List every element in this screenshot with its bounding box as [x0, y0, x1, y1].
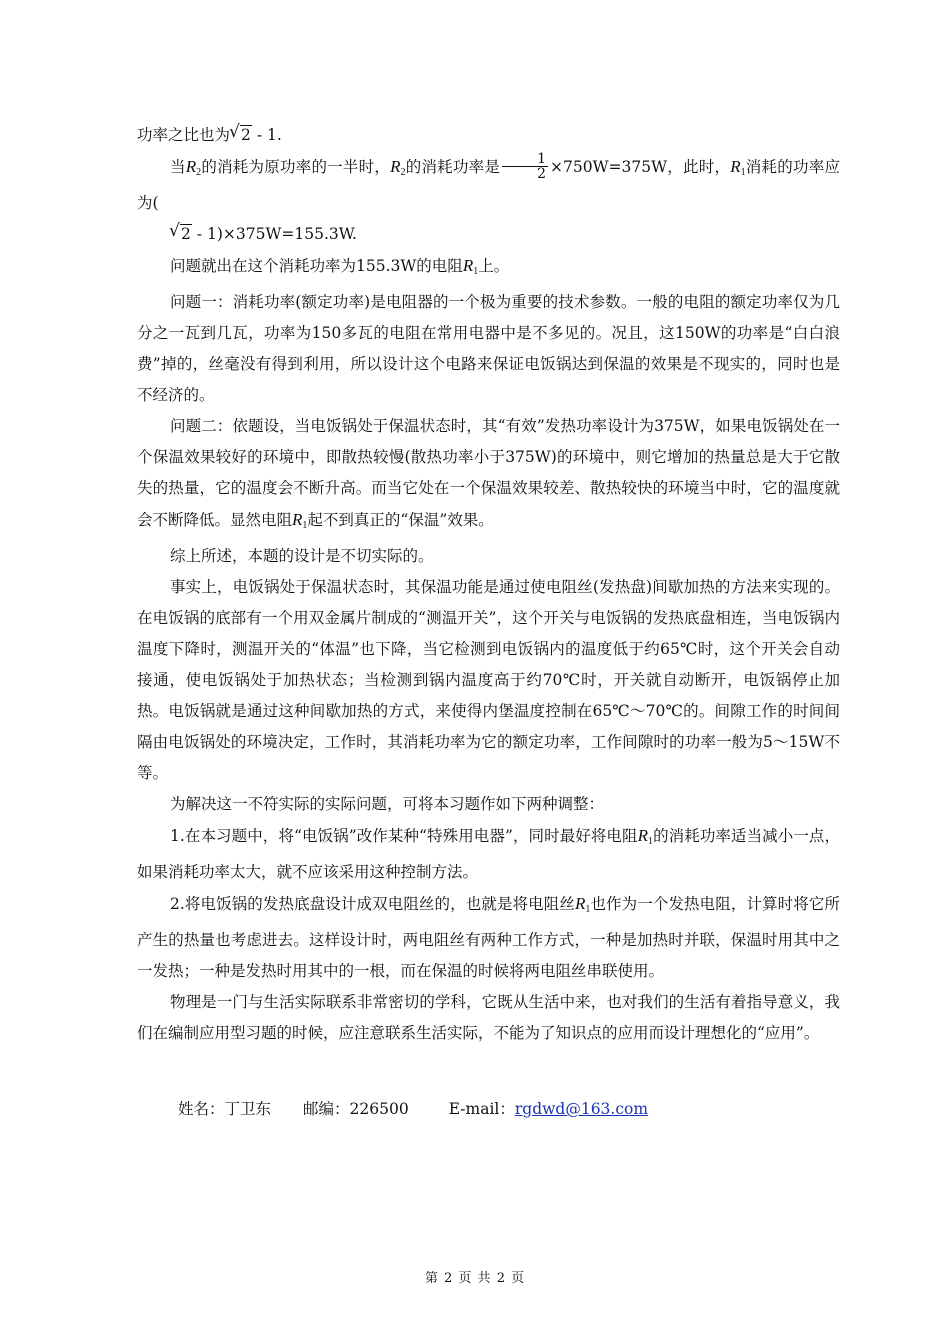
variable-subscript: 1	[473, 266, 479, 277]
text-span: ×750W=375W，此时，	[550, 158, 731, 176]
page-footer	[0, 1267, 950, 1286]
paragraph-solution-one	[137, 820, 840, 888]
variable-subscript: 2	[196, 167, 202, 178]
fraction	[502, 152, 548, 181]
variable-letter: R	[462, 256, 474, 275]
variable-letter: R	[730, 157, 741, 176]
text-span: 问题二：依题设，当电饭锅处于保温状态时，其“有效”发热功率设计为375W，如果电饭锅处在一个保温效果较好的环境中，即散热较慢(散热功率小于375W)的环境中，则它增加的热量总是大于它散失的热量，它的温度会不断升高。而当它处在一个保温效果较差、散热较快的环境当中时，它的温度就会不断降低。显然电阻	[137, 417, 840, 529]
variable-letter: R	[637, 826, 648, 845]
text-span: 功率之比也为	[137, 126, 231, 144]
sqrt-radicand: 2	[241, 126, 251, 144]
text-span: - 1.	[251, 126, 282, 144]
paragraph-ratio	[137, 120, 840, 151]
variable-r1	[463, 256, 478, 275]
variable-r1	[730, 157, 745, 176]
email-label: E-mail：	[448, 1100, 515, 1118]
email-link[interactable]: rgdwd@163.com	[514, 1100, 649, 1118]
variable-letter: R	[292, 510, 303, 529]
variable-r2	[186, 157, 201, 176]
paragraph-solution-intro: 为解决这一不符实际的实际问题，可将本习题作如下两种调整：	[170, 795, 605, 813]
document-body	[137, 120, 840, 1049]
paragraph-problem-location	[137, 250, 840, 287]
variable-subscript: 1	[648, 836, 653, 847]
text-span: 也作为一个发热电阻，计算时将它所产生的热量也考虑进去。这样设计时，两电阻丝有两种工作方式，一种是加热时并联，保温时用其中之一发热；一种是发热时用其中的一根，而在保温的时候将两电阻丝串联使用。	[137, 895, 840, 980]
text-span: 消耗的功率应为(	[137, 158, 840, 212]
paragraph-solution-two	[137, 888, 840, 987]
variable-subscript: 2	[400, 167, 406, 178]
variable-subscript: 1	[302, 520, 308, 531]
paragraph-fact: 事实上，电饭锅处于保温状态时，其保温功能是通过使电阻丝(发热盘)间歇加热的方法来实现的。在电饭锅的底部有一个用双金属片制成的“测温开关”，这个开关与电饭锅的发热底盘相连，当电饭锅内温度下降时，测温开关的“体温”也下降，当它检测到电饭锅内的温度低于约65℃时，这个开关会自动接通，使电饭锅处于加热状态；当检测到锅内温度高于约70℃时，开关就自动断开，电饭锅停止加热。电饭锅就是通过这种间歇加热的方式，来使得内堡温度控制在65℃～70℃的。间隙工作的时间间隔由电饭锅处的环境决定，工作时，其消耗功率为它的额定功率，工作间隙时的功率一般为5～15W不等。	[137, 578, 840, 782]
variable-letter: R	[574, 894, 586, 913]
text-span: 起不到真正的“保温”效果。	[307, 511, 494, 529]
sqrt-symbol	[137, 219, 192, 250]
text-span: 1.在本习题中，将“电饭锅”改作某种“特殊用电器”，同时最好将电阻	[170, 827, 638, 845]
variable-r1	[292, 510, 307, 529]
text-span: - 1)×375W=155.3W.	[191, 225, 357, 243]
paragraph-problem-one: 问题一：消耗功率(额定功率)是电阻器的一个极为重要的技术参数。一般的电阻的额定功率仅为几分之一瓦到几瓦，功率为150多瓦的电阻在常用电器中是不多见的。况且，这150W的功率是“白白浪费”掉的，丝毫没有得到利用，所以设计这个电路来保证电饭锅达到保温的效果是不现实的，同时也是不经济的。	[137, 293, 840, 404]
author-contact	[178, 1097, 648, 1121]
fraction-denominator: 2	[537, 165, 547, 182]
paragraph-problem-two	[137, 411, 840, 541]
text-span: 2.将电饭锅的发热底盘设计成双电阻丝的，也就是将电阻丝	[170, 895, 575, 913]
sqrt-radicand: 2	[181, 225, 191, 243]
variable-r2	[390, 157, 405, 176]
author-postcode: 邮编：226500	[303, 1100, 409, 1118]
paragraph-summary: 综上所述，本题的设计是不切实际的。	[170, 547, 434, 565]
text-span: 的消耗为原功率的一半时，	[201, 158, 391, 176]
text-span: 当	[170, 158, 186, 176]
page-indicator: 第 2 页 共 2 页	[424, 1271, 526, 1286]
variable-r1	[575, 894, 590, 913]
paragraph-r2-half-power	[137, 151, 840, 250]
variable-letter: R	[390, 157, 401, 176]
fraction-numerator: 1	[502, 152, 548, 167]
variable-letter: R	[185, 157, 197, 176]
variable-r1	[638, 826, 653, 845]
paragraph-conclusion: 物理是一门与生活实际联系非常密切的学科，它既从生活中来，也对我们的生活有着指导意义，我们在编制应用型习题的时候，应注意联系生活实际，不能为了知识点的应用而设计理想化的“应用”。	[137, 993, 840, 1042]
text-span: 上。	[478, 257, 510, 275]
variable-subscript: 1	[585, 904, 591, 915]
text-span: 的消耗功率是	[405, 158, 501, 176]
text-span: 的消耗功率适当减小一点，如果消耗功率太大，就不应该采用这种控制方法。	[137, 827, 840, 881]
variable-subscript: 1	[740, 167, 746, 178]
sqrt-symbol	[230, 120, 252, 151]
author-name: 姓名：丁卫东	[178, 1100, 272, 1118]
text-span: 问题就出在这个消耗功率为155.3W的电阻	[170, 257, 463, 275]
